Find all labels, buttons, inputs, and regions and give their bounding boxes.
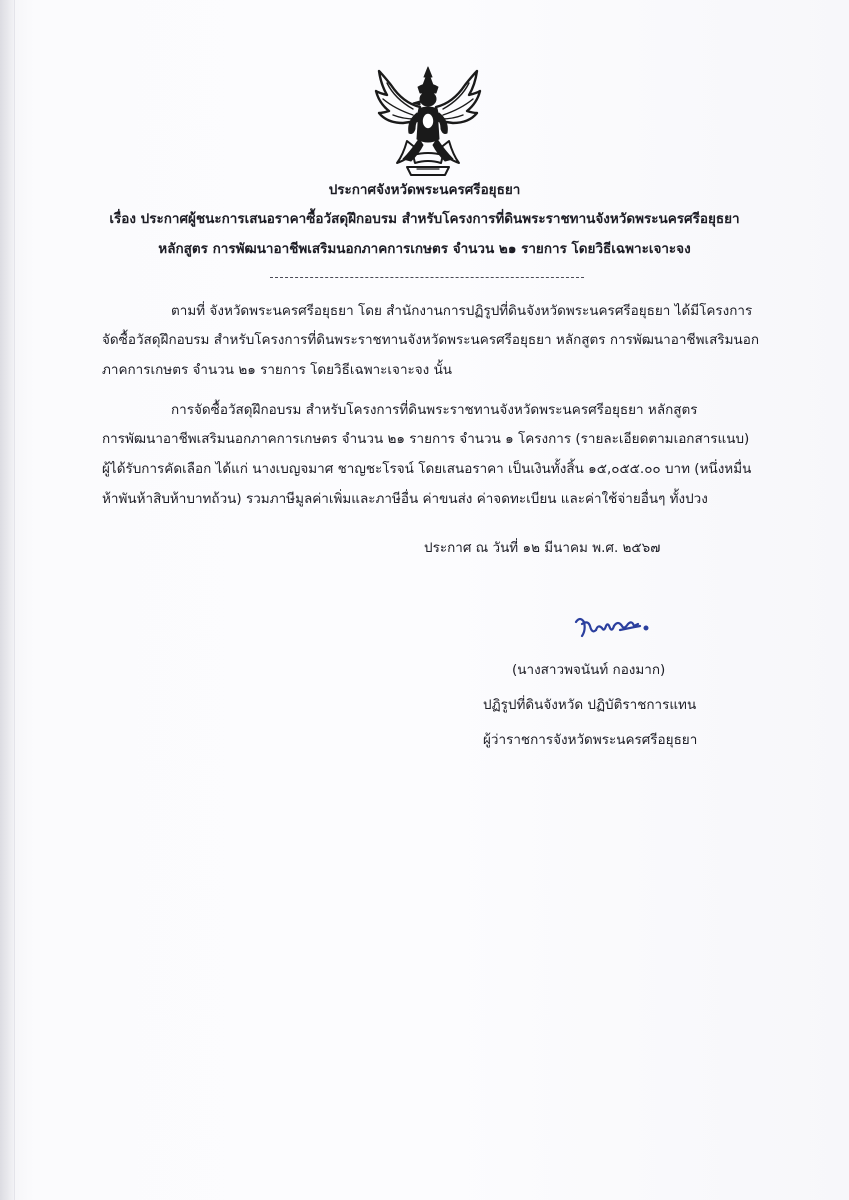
handwritten-signature [570, 612, 660, 644]
page-edge-shadow [0, 0, 14, 1200]
header-divider [270, 277, 584, 278]
signatory-position-2: ผู้ว่าราชการจังหวัดพระนครศรีอยุธยา [483, 732, 698, 748]
para1-line-3: ภาคการเกษตร จำนวน ๒๑ รายการ โดยวิธีเฉพาะเจาะจง นั้น [102, 362, 453, 378]
para2-line-1: การจัดซื้อวัสดุฝึกอบรม สำหรับโครงการที่ดินพระราชทานจังหวัดพระนครศรีอยุธยา หลักสูตร [171, 402, 698, 418]
para2-line-2: การพัฒนาอาชีพเสริมนอกภาคการเกษตร จำนวน ๒๑ รายการ จำนวน ๑ โครงการ (รายละเอียดตามเอกสารแนบ) [102, 431, 750, 447]
signatory-name: (นางสาวพจนันท์ กองมาก) [512, 662, 666, 678]
page-edge-line [14, 0, 15, 1200]
signatory-position-1: ปฏิรูปที่ดินจังหวัด ปฏิบัติราชการแทน [483, 697, 697, 713]
para1-line-1: ตามที่ จังหวัดพระนครศรีอยุธยา โดย สำนักงานการปฏิรูปที่ดินจังหวัดพระนครศรีอยุธยา ได้มีโครงการ [171, 303, 753, 319]
announcement-date: ประกาศ ณ วันที่ ๑๒ มีนาคม พ.ศ. ๒๕๖๗ [424, 540, 661, 556]
para2-line-4: ห้าพันห้าสิบห้าบาทถ้วน) รวมภาษีมูลค่าเพิ่มและภาษีอื่น ค่าขนส่ง ค่าจดทะเบียน และค่าใช้จ่ายอื่นๆ ทั้งปวง [102, 491, 708, 507]
subject-line-1: เรื่อง ประกาศผู้ชนะการเสนอราคาซื้อวัสดุฝึกอบรม สำหรับโครงการที่ดินพระราชทานจังหวัดพระนครศรีอยุธยา [109, 211, 740, 227]
subject-line-2: หลักสูตร การพัฒนาอาชีพเสริมนอกภาคการเกษตร จำนวน ๒๑ รายการ โดยวิธีเฉพาะเจาะจง [158, 241, 691, 257]
garuda-emblem-icon [373, 63, 483, 181]
document-title: ประกาศจังหวัดพระนครศรีอยุธยา [328, 182, 521, 198]
para2-line-3: ผู้ได้รับการคัดเลือก ได้แก่ นางเบญจมาศ ชาญชะโรจน์ โดยเสนอราคา เป็นเงินทั้งสิ้น ๑๕,๐๕๕.๐๐ บาท (หนึ่งหมื่น [102, 461, 752, 477]
para1-line-2: จัดซื้อวัสดุฝึกอบรม สำหรับโครงการที่ดินพระราชทานจังหวัดพระนครศรีอยุธยา หลักสูตร การพัฒนาอาชีพเสริมนอก [102, 332, 759, 348]
